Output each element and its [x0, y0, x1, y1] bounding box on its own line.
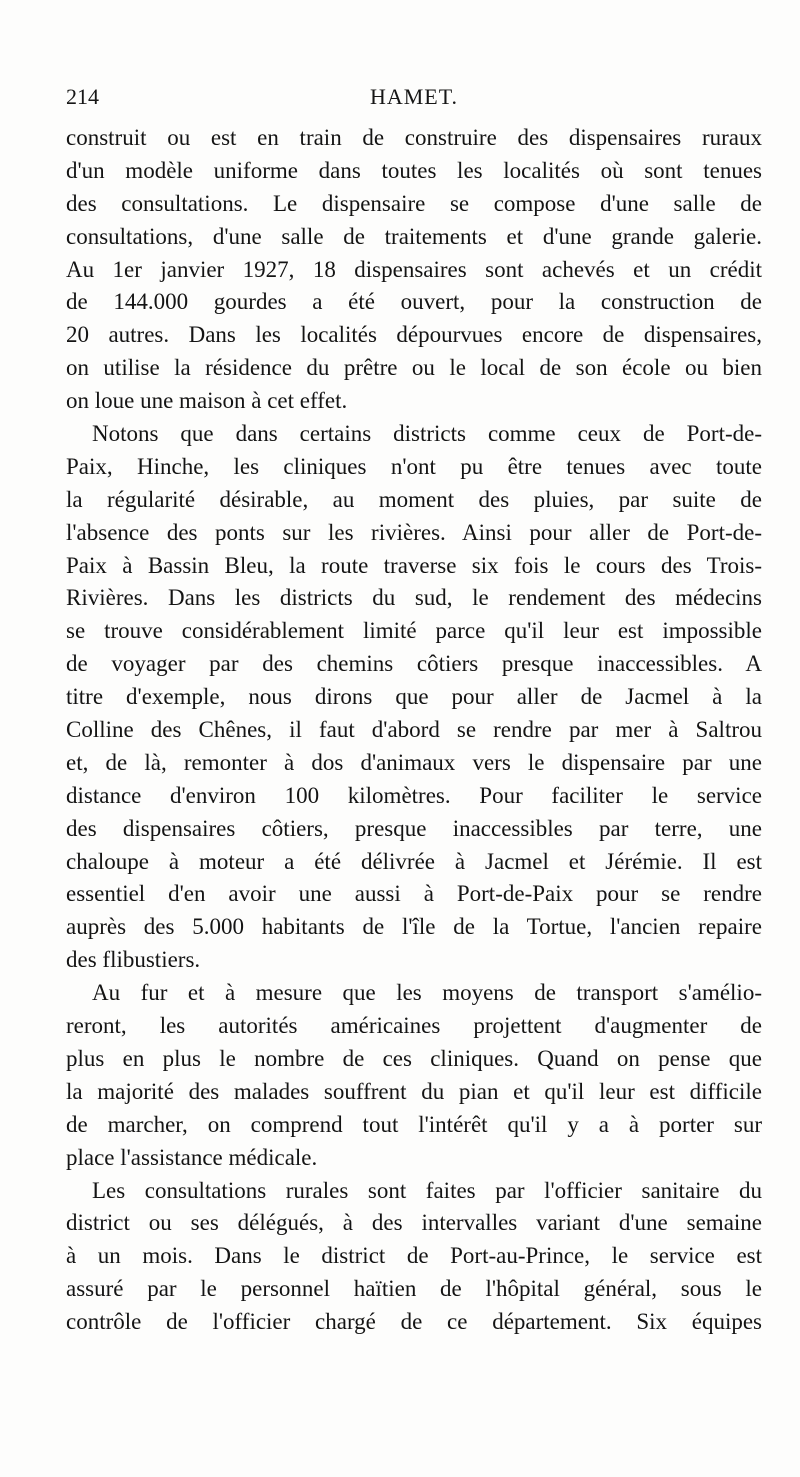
text-line: construit ou est en train de construire des dispensaires ruraux — [66, 125, 762, 150]
text-line: assuré par le personnel haïtien de l'hôpital général, sous le — [66, 1276, 762, 1302]
text-line: 20 autres. Dans les localités dépourvues encore de dispensaires, — [66, 322, 762, 348]
text-line: essentiel d'en avoir une aussi à Port-de-Paix pour se rendre — [66, 881, 762, 907]
running-head: HAMET. — [369, 84, 459, 109]
body-text — [66, 122, 762, 1339]
text-line: Au 1er janvier 1927, 18 dispensaires sont achevés et un crédit — [66, 256, 762, 282]
text-line: de marcher, on comprend tout l'intérêt qu'il y a à porter sur — [66, 1111, 762, 1137]
text-line: place l'assistance médicale. — [66, 1144, 318, 1170]
text-line: titre d'exemple, nous dirons que pour aller de Jacmel à la — [66, 684, 762, 710]
paragraph — [66, 418, 762, 977]
text-line: Paix à Bassin Bleu, la route traverse six fois le cours des Trois- — [66, 552, 762, 578]
page-number: 214 — [66, 84, 99, 109]
text-line: et, de là, remonter à dos d'animaux vers le dispensaire par une — [66, 749, 762, 775]
text-line: de voyager par des chemins côtiers presque inaccessibles. A — [66, 651, 762, 677]
paragraph — [66, 1175, 762, 1339]
text-line: Paix, Hinche, les cliniques n'ont pu être tenues avec toute — [66, 453, 762, 479]
text-line: on loue une maison à cet effet. — [66, 388, 348, 414]
text-line: l'absence des ponts sur les rivières. Ainsi pour aller de Port-de- — [66, 519, 762, 545]
text-line: à un mois. Dans le district de Port-au-Prince, le service est — [66, 1243, 762, 1269]
text-line: Rivières. Dans les districts du sud, le rendement des médecins — [66, 585, 762, 611]
text-line: chaloupe à moteur a été délivrée à Jacmel et Jérémie. Il est — [66, 848, 762, 874]
text-line: reront, les autorités américaines projettent d'augmenter de — [66, 1013, 762, 1039]
paragraph — [66, 122, 762, 418]
text-line: se trouve considérablement limité parce qu'il leur est impossible — [66, 618, 762, 644]
text-line: d'un modèle uniforme dans toutes les localités où sont tenues — [66, 157, 762, 183]
text-line: distance d'environ 100 kilomètres. Pour faciliter le service — [66, 782, 762, 808]
text-line: on utilise la résidence du prêtre ou le local de son école ou bien — [66, 355, 762, 381]
page-header — [66, 84, 762, 114]
text-line: Colline des Chênes, il faut d'abord se rendre par mer à Saltrou — [66, 717, 762, 743]
text-line: des consultations. Le dispensaire se compose d'une salle de — [66, 190, 762, 216]
text-line: de 144.000 gourdes a été ouvert, pour la construction de — [66, 289, 762, 315]
text-line: des dispensaires côtiers, presque inaccessibles par terre, une — [66, 815, 762, 841]
paragraph — [66, 977, 762, 1174]
text-line: la majorité des malades souffrent du pian et qu'il leur est difficile — [66, 1078, 762, 1104]
text-line: la régularité désirable, au moment des pluies, par suite de — [66, 486, 762, 512]
text-line: auprès des 5.000 habitants de l'île de la Tortue, l'ancien repaire — [66, 914, 762, 940]
text-line: consultations, d'une salle de traitements et d'une grande galerie. — [66, 223, 762, 249]
text-line: Au fur et à mesure que les moyens de transport s'amélio- — [92, 980, 762, 1006]
text-line: district ou ses délégués, à des intervalles variant d'une semaine — [66, 1210, 762, 1236]
text-line: Les consultations rurales sont faites par l'officier sanitaire du — [92, 1177, 762, 1203]
text-line: contrôle de l'officier chargé de ce département. Six équipes — [66, 1309, 762, 1335]
text-line: plus en plus le nombre de ces cliniques. Quand on pense que — [66, 1045, 762, 1071]
text-line: des flibustiers. — [66, 947, 201, 973]
text-line: Notons que dans certains districts comme ceux de Port-de- — [92, 421, 762, 447]
